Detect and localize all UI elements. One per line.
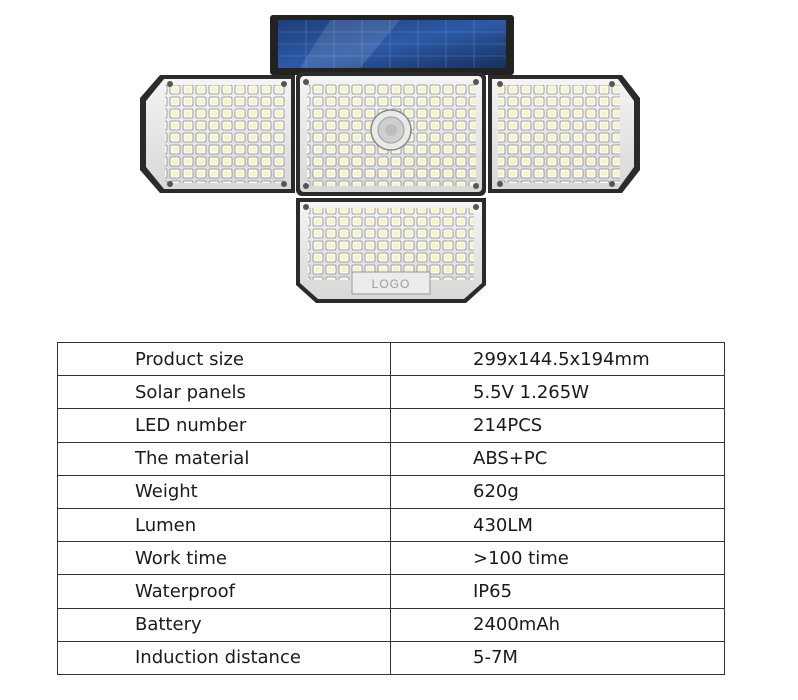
spec-value: 5-7M bbox=[391, 641, 725, 674]
spec-label: Waterproof bbox=[58, 575, 391, 608]
spec-row bbox=[58, 542, 725, 575]
right-led-panel bbox=[488, 75, 640, 193]
spec-label: LED number bbox=[58, 409, 391, 442]
spec-row bbox=[58, 641, 725, 674]
spec-row bbox=[58, 608, 725, 641]
spec-label: Work time bbox=[58, 542, 391, 575]
spec-row bbox=[58, 343, 725, 376]
spec-value: ABS+PC bbox=[391, 442, 725, 475]
spec-label: Battery bbox=[58, 608, 391, 641]
motion-sensor-icon bbox=[371, 110, 411, 150]
logo-text: LOGO bbox=[371, 277, 411, 291]
spec-value: 620g bbox=[391, 475, 725, 508]
left-led-panel bbox=[140, 75, 295, 193]
bottom-led-panel bbox=[296, 198, 486, 303]
spec-label: Weight bbox=[58, 475, 391, 508]
spec-value: 299x144.5x194mm bbox=[391, 343, 725, 376]
center-led-panel bbox=[296, 72, 486, 196]
spec-label: Product size bbox=[58, 343, 391, 376]
spec-row bbox=[58, 442, 725, 475]
spec-value: 214PCS bbox=[391, 409, 725, 442]
spec-row bbox=[58, 575, 725, 608]
spec-value: 430LM bbox=[391, 508, 725, 541]
spec-row bbox=[58, 409, 725, 442]
spec-value: 2400mAh bbox=[391, 608, 725, 641]
spec-value: >100 time bbox=[391, 542, 725, 575]
spec-row bbox=[58, 376, 725, 409]
solar-light-product-image bbox=[0, 0, 798, 330]
spec-label: The material bbox=[58, 442, 391, 475]
spec-row bbox=[58, 508, 725, 541]
spec-value: 5.5V 1.265W bbox=[391, 376, 725, 409]
spec-label: Induction distance bbox=[58, 641, 391, 674]
spec-label: Lumen bbox=[58, 508, 391, 541]
solar-panel bbox=[270, 15, 514, 75]
spec-label: Solar panels bbox=[58, 376, 391, 409]
specifications-table bbox=[57, 342, 725, 675]
spec-row bbox=[58, 475, 725, 508]
spec-value: IP65 bbox=[391, 575, 725, 608]
